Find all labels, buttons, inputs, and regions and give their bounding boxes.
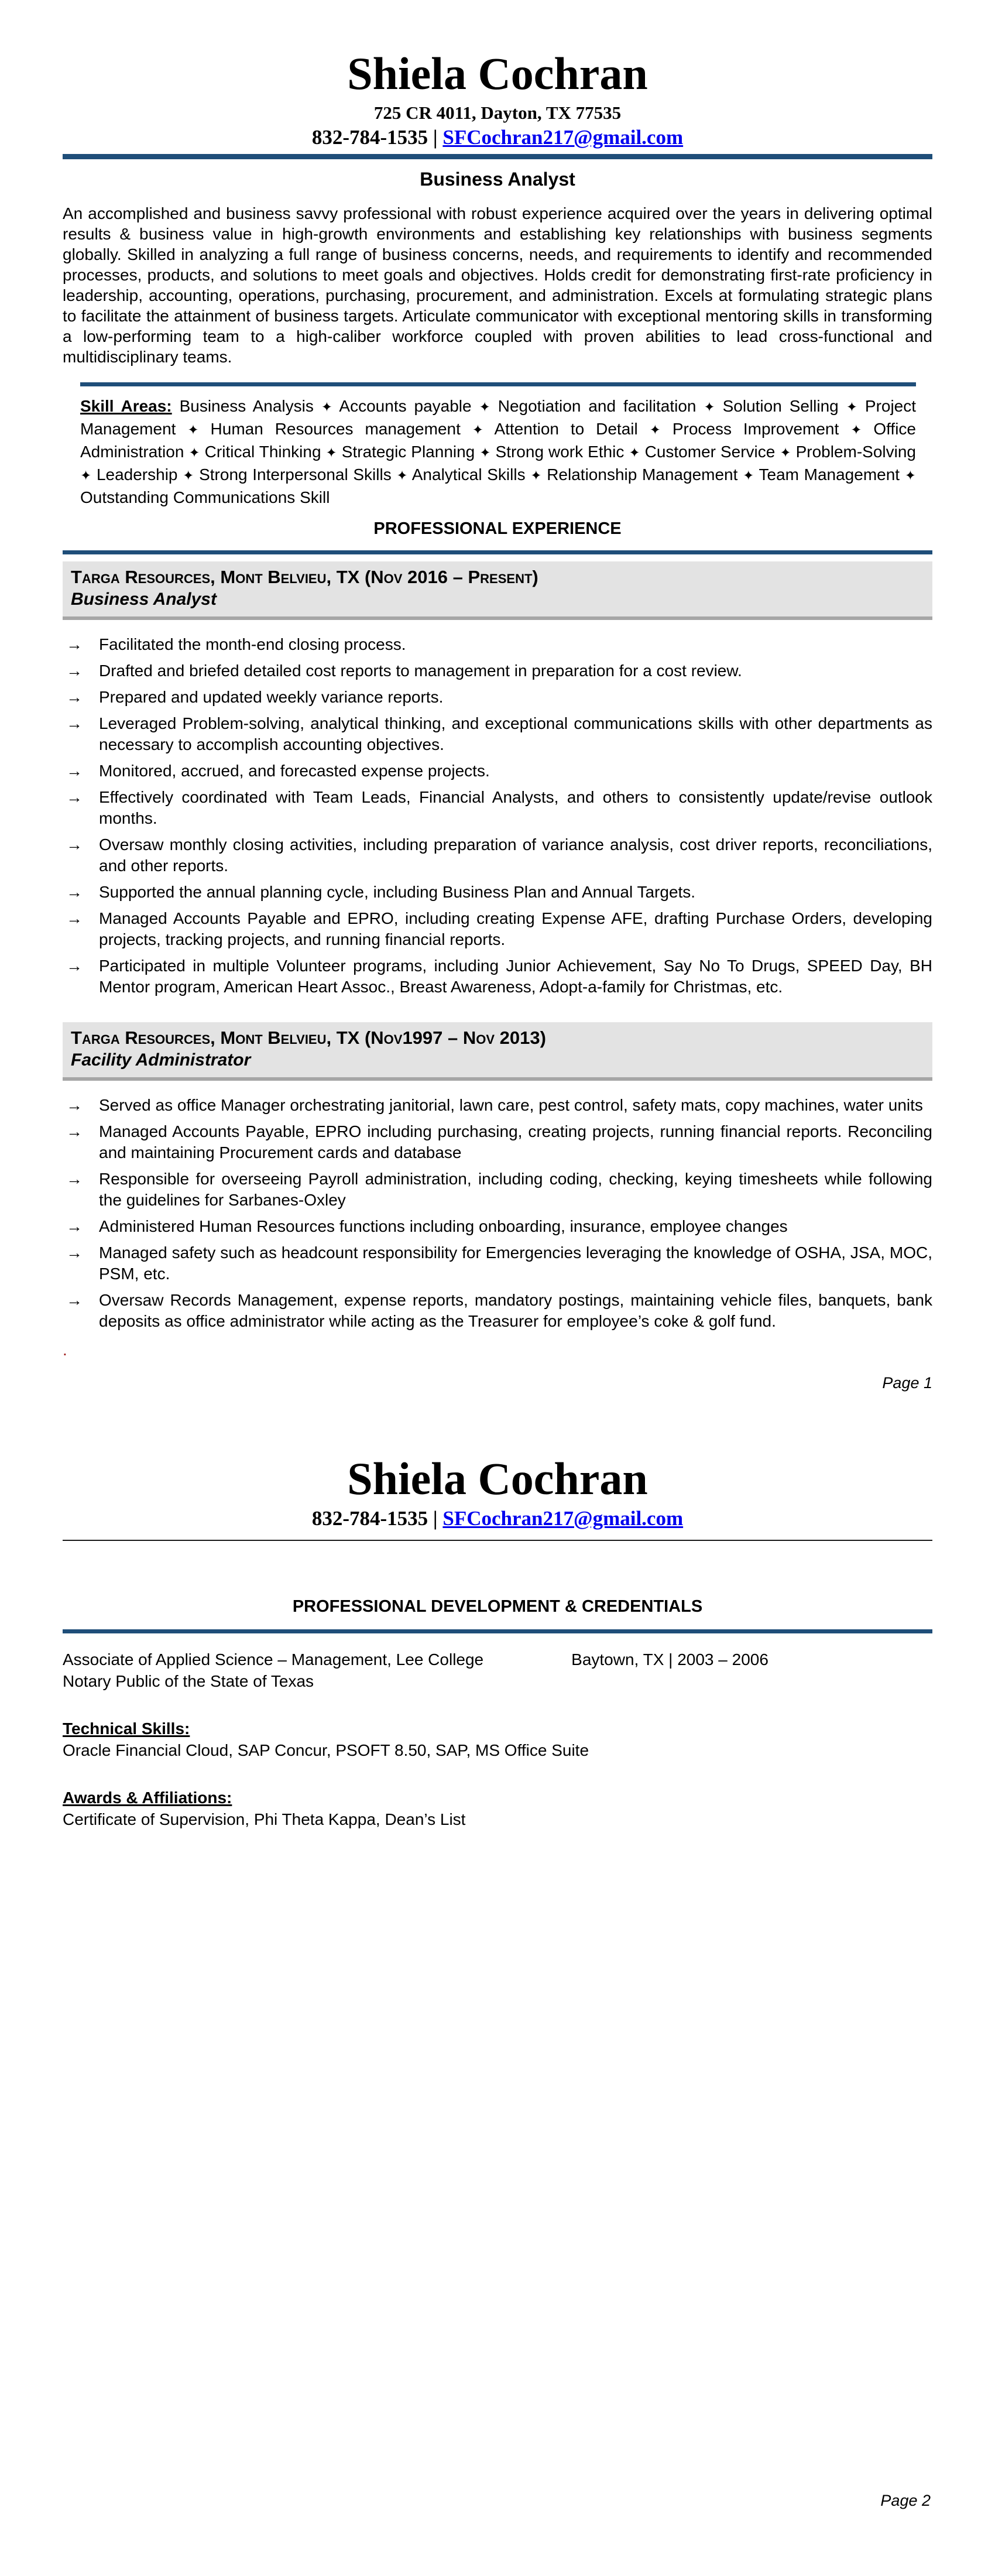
experience-heading: PROFESSIONAL EXPERIENCE: [373, 519, 622, 539]
arrow-bullet-icon: →: [66, 1170, 83, 1188]
bullet-text: Drafted and briefed detailed cost reports to management in preparation for a cost review.: [99, 662, 742, 680]
job-header-bar: [63, 561, 932, 620]
bullet-text: Effectively coordinated with Team Leads, Financial Analysts, and others to consistently update/revise outlook months.: [99, 788, 932, 828]
arrow-bullet-icon: →: [66, 1217, 83, 1236]
diamond-separator-icon: ✦: [472, 422, 484, 438]
bullet-item: [63, 908, 932, 950]
bullet-text: Administered Human Resources functions including onboarding, insurance, employee changes: [99, 1217, 788, 1236]
skill-areas-list: Business Analysis ✦ Accounts payable ✦ Negotiation and facilitation ✦ Solution Selling ✦ Project Management ✦ Human Resources management ✦ Attention to Detail ✦ Process Improvement ✦ Office Administration ✦ Critical Thinking ✦ Strategic Planning ✦ Strong work Ethic ✦ Customer Service ✦ Problem-Solving ✦ Leadership ✦ Strong Interpersonal Skills ✦ Analytical Skills ✦ Relationship Management ✦ Team Management ✦ Outstanding Communications Skill: [80, 397, 917, 507]
bullet-text: Oversaw Records Management, expense reports, mandatory postings, maintaining vehicle files, banquets, bank deposits as office administrator while acting as the Treasurer for employee’s coke & golf fund.: [99, 1291, 932, 1331]
bullet-item: [63, 713, 932, 755]
bullet-text: Leveraged Problem-solving, analytical thinking, and exceptional communications skills with other departments as necessary to accomplish accounting objectives.: [99, 714, 932, 754]
header-rule: [63, 154, 932, 159]
bullet-item: [63, 834, 932, 876]
bullet-item: [63, 1242, 932, 1284]
page-2-footer: Page 2: [880, 2492, 931, 2509]
diamond-separator-icon: ✦: [704, 399, 715, 415]
diamond-separator-icon: ✦: [846, 399, 857, 415]
development-heading: PROFESSIONAL DEVELOPMENT & CREDENTIALS: [292, 1597, 703, 1616]
arrow-bullet-icon: →: [66, 1122, 83, 1141]
arrow-bullet-icon: →: [66, 957, 83, 975]
contact-separator: |: [433, 126, 438, 149]
email-link[interactable]: SFCochran217@gmail.com: [442, 1506, 684, 1530]
bullet-text: Served as office Manager orchestrating janitorial, lawn care, pest control, safety mats, copy machines, water units: [99, 1096, 923, 1115]
bullet-item: [63, 660, 932, 681]
bullet-item: [63, 1290, 932, 1332]
page-1-footer: Page 1: [882, 1374, 932, 1392]
bullet-item: [63, 1095, 932, 1116]
arrow-bullet-icon: →: [66, 883, 83, 902]
phone-number: 832-784-1535: [311, 1506, 428, 1530]
bullet-item: [63, 634, 932, 655]
diamond-separator-icon: ✦: [396, 468, 408, 484]
skill-areas-block: [80, 382, 916, 509]
education-degree: Associate of Applied Science – Management, Lee College: [63, 1650, 484, 1669]
arrow-bullet-icon: →: [66, 788, 83, 807]
education-row: [63, 1649, 932, 1670]
resume-page-1: [63, 0, 932, 1392]
experience-rule: [63, 550, 932, 554]
job-bullet-list: [63, 634, 932, 998]
bullet-item: [63, 1216, 932, 1237]
awards-line: Certificate of Supervision, Phi Theta Kappa, Dean’s List: [63, 1810, 466, 1828]
bullet-item: [63, 1121, 932, 1163]
arrow-bullet-icon: →: [66, 688, 83, 707]
page-2-header-rule: [63, 1540, 932, 1541]
candidate-name: Shiela Cochran: [347, 48, 648, 99]
job-section: [63, 561, 932, 998]
diamond-separator-icon: ✦: [780, 445, 791, 461]
arrow-bullet-icon: →: [66, 909, 83, 928]
education-location: Baytown, TX | 2003 – 2006: [571, 1650, 768, 1669]
arrow-bullet-icon: →: [66, 762, 83, 780]
address-line: 725 CR 4011, Dayton, TX 77535: [373, 102, 622, 124]
bullet-text: Responsible for overseeing Payroll administration, including coding, checking, keying timesheets while following the guidelines for Sarbanes-Oxley: [99, 1170, 932, 1210]
bullet-text: Supported the annual planning cycle, including Business Plan and Annual Targets.: [99, 883, 696, 902]
job-company-line: Targa Resources, Mont Belvieu, TX (Nov1997 – Nov 2013): [71, 1027, 546, 1049]
contact-line: [63, 126, 932, 149]
arrow-bullet-icon: →: [66, 714, 83, 733]
candidate-name: Shiela Cochran: [347, 1453, 648, 1505]
bullet-text: Managed safety such as headcount responsibility for Emergencies leveraging the knowledge of OSHA, JSA, MOC, PSM, etc.: [99, 1244, 932, 1283]
job-header-bar: [63, 1022, 932, 1081]
bullet-item: [63, 687, 932, 708]
arrow-bullet-icon: →: [66, 662, 83, 680]
arrow-bullet-icon: →: [66, 1244, 83, 1262]
skill-areas-label: Skill Areas:: [80, 397, 172, 416]
diamond-separator-icon: ✦: [321, 399, 333, 415]
job-role: Facility Administrator: [71, 1050, 251, 1070]
diamond-separator-icon: ✦: [188, 445, 200, 461]
bullet-text: Managed Accounts Payable, EPRO including purchasing, creating projects, running financial reports. Reconciling and maintaining Procurement cards and database: [99, 1122, 932, 1162]
diamond-separator-icon: ✦: [530, 468, 542, 484]
bullet-item: [63, 787, 932, 829]
technical-skills-line: Oracle Financial Cloud, SAP Concur, PSOFT 8.50, SAP, MS Office Suite: [63, 1741, 589, 1759]
diamond-separator-icon: ✦: [629, 445, 640, 461]
bullet-item: [63, 955, 932, 998]
job-company-line: Targa Resources, Mont Belvieu, TX (Nov 2016 – Present): [71, 567, 538, 588]
diamond-separator-icon: ✦: [479, 445, 491, 461]
job-role: Business Analyst: [71, 590, 217, 609]
job-bullet-list: [63, 1095, 932, 1332]
arrow-bullet-icon: →: [66, 635, 83, 654]
diamond-separator-icon: ✦: [325, 445, 337, 461]
diamond-separator-icon: ✦: [80, 468, 92, 484]
summary-paragraph: An accomplished and business savvy professional with robust experience acquired over the years in delivering optimal results & business value in high-growth environments and establishing key relationships with business segments globally. Skilled in analyzing a full range of business concerns, needs, and requirements to identify and recommended processes, products, and solutions to meet goals and objectives. Holds credit for demonstrating first-rate proficiency in leadership, accounting, operations, purchasing, procurement, and administration. Excels at formulating strategic plans to facilitate the attainment of business targets. Articulate communicator with exceptional mentoring skills in transforming a low-performing team to a high-caliber workforce coupled with proven abilities to lead cross-functional and multidisciplinary teams.: [63, 204, 932, 366]
bullet-item: [63, 1169, 932, 1211]
contact-line: [63, 1507, 932, 1530]
diamond-separator-icon: ✦: [479, 399, 490, 415]
diamond-separator-icon: ✦: [183, 468, 194, 484]
resume-title: Business Analyst: [420, 169, 575, 190]
job-section: [63, 1022, 932, 1332]
bullet-text: Monitored, accrued, and forecasted expense projects.: [99, 762, 490, 780]
arrow-bullet-icon: →: [66, 1096, 83, 1115]
bullet-item: [63, 882, 932, 903]
diamond-separator-icon: ✦: [743, 468, 754, 484]
awards-label: Awards & Affiliations:: [63, 1788, 232, 1807]
diamond-separator-icon: ✦: [904, 468, 917, 484]
bullet-item: [63, 761, 932, 782]
contact-separator: |: [433, 1506, 438, 1530]
arrow-bullet-icon: →: [66, 1291, 83, 1310]
bullet-text: Oversaw monthly closing activities, including preparation of variance analysis, cost driver reports, reconciliations, and other reports.: [99, 835, 932, 875]
diamond-separator-icon: ✦: [187, 422, 199, 438]
stray-period: .: [63, 1341, 67, 1359]
bullet-text: Participated in multiple Volunteer programs, including Junior Achievement, Say No To Drugs, SPEED Day, BH Mentor program, American Heart Assoc., Breast Awareness, Adopt-a-family for Christmas, etc.: [99, 957, 932, 996]
resume-page-2: [63, 1453, 932, 1830]
diamond-separator-icon: ✦: [850, 422, 862, 438]
diamond-separator-icon: ✦: [649, 422, 661, 438]
phone-number: 832-784-1535: [311, 126, 428, 149]
arrow-bullet-icon: →: [66, 835, 83, 854]
bullet-text: Facilitated the month-end closing process.: [99, 635, 406, 654]
email-link[interactable]: SFCochran217@gmail.com: [442, 126, 684, 149]
notary-line: Notary Public of the State of Texas: [63, 1671, 314, 1690]
bullet-text: Prepared and updated weekly variance reports.: [99, 688, 444, 707]
technical-skills-label: Technical Skills:: [63, 1719, 190, 1738]
development-rule: [63, 1629, 932, 1633]
bullet-text: Managed Accounts Payable and EPRO, including creating Expense AFE, drafting Purchase Orders, developing projects, tracking projects, and running financial reports.: [99, 909, 932, 949]
